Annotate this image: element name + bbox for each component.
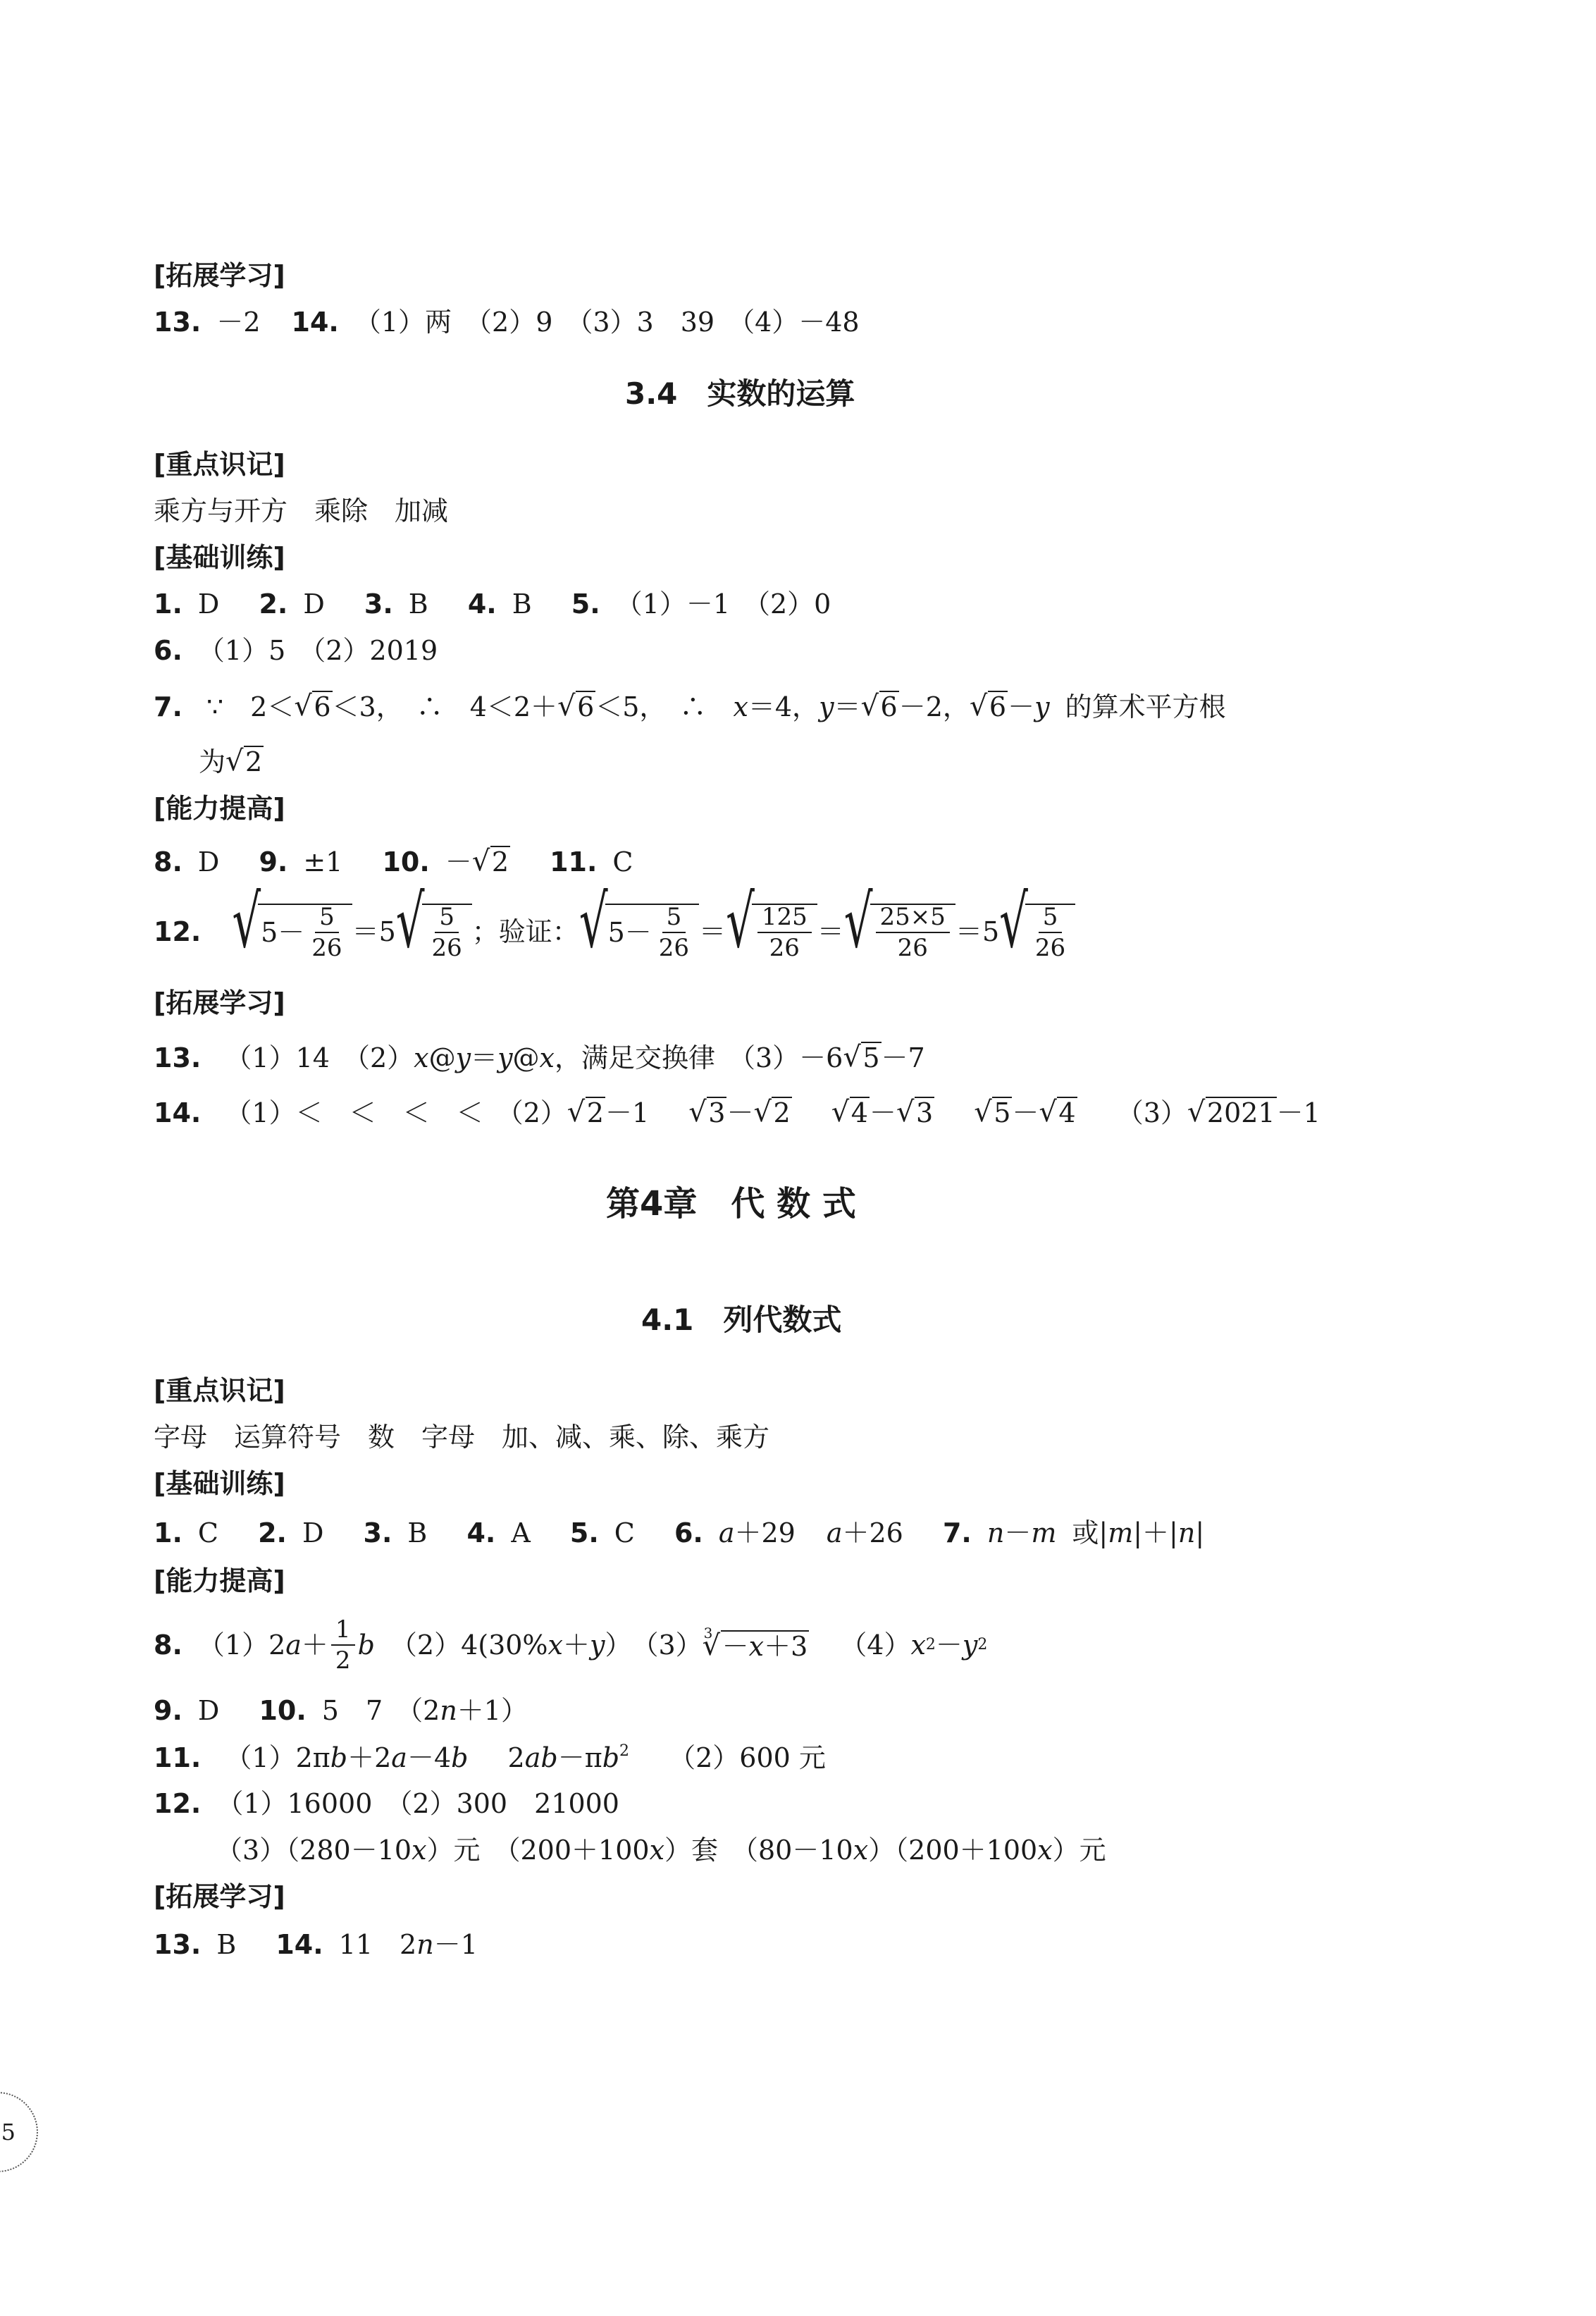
answer-line-13-14: 13. －2 14. （1）两 （2）9 （3）3 39 （4）－48	[154, 307, 860, 338]
answer-line-8-11: 8. D 9. ±1 10. －√ 2 11. C	[154, 846, 633, 875]
answer-line-9-10: 9. D 10. 5 7 （2n＋1）	[154, 1695, 528, 1726]
section-title-3-4: 3.4 实数的运算	[625, 376, 855, 411]
section-title-4-1: 4.1 列代数式	[641, 1302, 842, 1337]
heading-key: [重点识记]	[154, 449, 285, 480]
heading-extend: [拓展学习]	[154, 260, 285, 291]
heading-basic: [基础训练]	[154, 542, 285, 573]
answer-line-12: 12. √ 5－ 5 26 ＝5 √ 5 26 ；验证： √ 5－ 5 26 ＝ √ 125 26 ＝ √ 25×5 26 ＝5 √ 5 26	[154, 898, 1075, 966]
heading-extend-3: [拓展学习]	[154, 1881, 285, 1912]
answer-line-6: 6. （1）5 （2）2019	[154, 635, 438, 666]
answer-line-1-7: 1. C 2. D 3. B 4. A 5. C 6. a＋29 a＋26 7. n－m 或|m|＋|n|	[154, 1517, 1205, 1548]
answer-line-13: 13. （1）14 （2）x@y＝y@x，满足交换律 （3）－6√ 5－7	[154, 1042, 925, 1071]
heading-key-2: [重点识记]	[154, 1375, 285, 1406]
heading-ability: [能力提高]	[154, 793, 285, 824]
answer-line-7: 7. ∵ 2＜√ 6＜3， ∴ 4＜2＋√ 6＜5， ∴ x＝4，y＝√ 6－2，√ 6－y 的算术平方根	[154, 691, 1226, 720]
heading-extend-2: [拓展学习]	[154, 987, 285, 1018]
heading-basic-2: [基础训练]	[154, 1468, 285, 1499]
page-number-badge	[0, 2092, 38, 2172]
chapter-title: 第4章 代 数 式	[606, 1184, 856, 1224]
answer-line-8: 8. （1）2 a ＋ 1 2 b （2）4(30% x ＋ y ） （3） 3 √ －x＋3 （4） x 2 － y 2	[154, 1611, 987, 1679]
answer-line-14: 14. （1）＜ ＜ ＜ ＜ （2）√ 2－1 √ 3－√ 2 √ 4－√ 3 √ 5－√ 4 （3）√ 2021－1	[154, 1097, 1320, 1126]
answer-line-12-cont: （3）（280－10x）元 （200＋100x）套 （80－10x）（200＋100x）元	[216, 1835, 1106, 1866]
answer-line-13-14-b: 13. B 14. 11 2n－1	[154, 1929, 478, 1960]
answer-line-7-cont: 为√ 2	[199, 746, 264, 775]
answer-line-11: 11. （1）2πb＋2a－4b $2ab-\pi b^2$ （2）600 元	[154, 1742, 826, 1773]
key-points: 乘方与开方 乘除 加减	[154, 495, 449, 526]
key-points-2: 字母 运算符号 数 字母 加、减、乘、除、乘方	[154, 1422, 770, 1453]
page-number: 5	[1, 2119, 16, 2145]
answer-line-1-5: 1. D 2. D 3. B 4. B 5. （1）－1 （2）0	[154, 589, 831, 620]
answer-line-12: 12. （1）16000 （2）300 21000	[154, 1788, 619, 1819]
heading-ability-2: [能力提高]	[154, 1565, 285, 1596]
